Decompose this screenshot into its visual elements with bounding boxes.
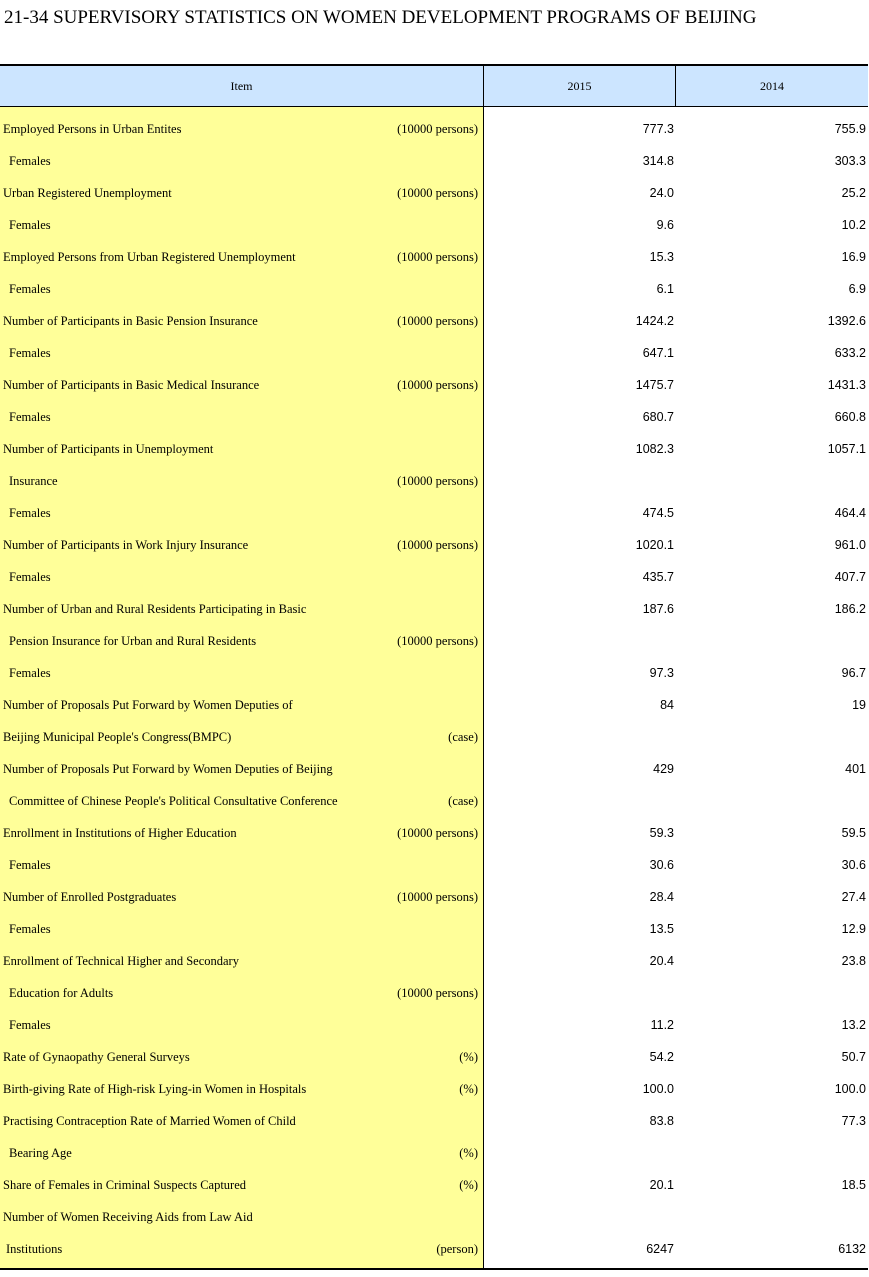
table-row <box>0 1131 868 1163</box>
row-value-2014: 23.8 <box>841 954 866 968</box>
row-value-2015: 1020.1 <box>635 538 674 552</box>
row-value-2015: 59.3 <box>649 826 674 840</box>
row-item-label: Number of Urban and Rural Residents Participating in Basic <box>3 602 307 616</box>
row-value-2014: 25.2 <box>841 186 866 200</box>
row-value-2015: 30.6 <box>649 858 674 872</box>
table-header <box>0 66 868 107</box>
table-row <box>0 1067 868 1099</box>
row-value-2014: 77.3 <box>841 1114 866 1128</box>
table-row <box>0 907 868 939</box>
row-item-label: Females <box>9 922 51 936</box>
row-item-label: Females <box>9 666 51 680</box>
row-unit: (%) <box>459 1082 478 1096</box>
row-value-2014: 6.9 <box>848 282 866 296</box>
table-row <box>0 939 868 971</box>
row-item-label: Females <box>9 218 51 232</box>
row-value-2014: 100.0 <box>834 1082 866 1096</box>
row-value-2014: 50.7 <box>841 1050 866 1064</box>
table-row <box>0 491 868 523</box>
row-item-label: Employed Persons from Urban Registered Unemployment <box>3 250 296 264</box>
row-unit: (case) <box>448 730 478 744</box>
row-value-2015: 429 <box>653 762 674 776</box>
row-item-label: Share of Females in Criminal Suspects Captured <box>3 1178 247 1192</box>
table-row <box>0 107 868 139</box>
row-item-label: Number of Participants in Work Injury Insurance <box>3 538 249 552</box>
row-value-2015: 9.6 <box>656 218 674 232</box>
row-value-2015: 100.0 <box>642 1082 674 1096</box>
row-item-label: Number of Proposals Put Forward by Women Deputies of Beijing <box>3 762 333 776</box>
row-item-label: Number of Enrolled Postgraduates <box>3 890 177 904</box>
table-row <box>0 1227 868 1259</box>
row-value-2015: 97.3 <box>649 666 674 680</box>
row-unit: (10000 persons) <box>397 474 478 488</box>
row-item-label: Pension Insurance for Urban and Rural Residents <box>9 634 257 648</box>
table-row <box>0 331 868 363</box>
table-row <box>0 1003 868 1035</box>
row-value-2014: 401 <box>845 762 866 776</box>
row-value-2015: 20.4 <box>649 954 674 968</box>
row-value-2015: 314.8 <box>642 154 674 168</box>
row-value-2015: 54.2 <box>649 1050 674 1064</box>
row-item-label: Enrollment of Technical Higher and Secondary <box>3 954 239 968</box>
row-value-2014: 12.9 <box>841 922 866 936</box>
table-row <box>0 363 868 395</box>
table-row <box>0 1163 868 1195</box>
statistics-table <box>0 64 868 1270</box>
row-item-label: Females <box>9 1018 51 1032</box>
table-row <box>0 555 868 587</box>
table-row <box>0 459 868 491</box>
row-value-2014: 961.0 <box>834 538 866 552</box>
row-value-2015: 20.1 <box>649 1178 674 1192</box>
row-unit: (%) <box>459 1178 478 1192</box>
row-value-2015: 435.7 <box>642 570 674 584</box>
table-row <box>0 1195 868 1227</box>
table-row <box>0 587 868 619</box>
table-row <box>0 395 868 427</box>
table-row <box>0 779 868 811</box>
table-row <box>0 875 868 907</box>
row-value-2014: 19 <box>852 698 866 712</box>
row-unit: (person) <box>436 1242 478 1256</box>
table-row <box>0 1035 868 1067</box>
row-value-2015: 24.0 <box>649 186 674 200</box>
row-value-2015: 6247 <box>646 1242 674 1256</box>
row-unit: (10000 persons) <box>397 314 478 328</box>
row-value-2015: 13.5 <box>649 922 674 936</box>
table-row <box>0 171 868 203</box>
row-value-2014: 186.2 <box>834 602 866 616</box>
row-value-2015: 6.1 <box>656 282 674 296</box>
row-value-2014: 10.2 <box>841 218 866 232</box>
row-value-2014: 755.9 <box>834 122 866 136</box>
row-item-label: Number of Participants in Basic Pension Insurance <box>3 314 258 328</box>
row-unit: (10000 persons) <box>397 826 478 840</box>
row-item-label: Practising Contraception Rate of Married Women of Child <box>3 1114 296 1128</box>
row-item-label: Birth-giving Rate of High-risk Lying-in Women in Hospitals <box>3 1082 307 1096</box>
table-row <box>0 139 868 171</box>
row-item-label: Committee of Chinese People's Political Consultative Conference <box>9 794 338 808</box>
row-value-2014: 13.2 <box>841 1018 866 1032</box>
row-item-label: Institutions <box>6 1242 63 1256</box>
table-row <box>0 299 868 331</box>
table-row <box>0 523 868 555</box>
row-item-label: Females <box>9 282 51 296</box>
row-item-label: Employed Persons in Urban Entites <box>3 122 182 136</box>
row-unit: (%) <box>459 1146 478 1160</box>
row-value-2014: 464.4 <box>834 506 866 520</box>
table-row <box>0 651 868 683</box>
row-value-2015: 84 <box>660 698 674 712</box>
row-value-2015: 1475.7 <box>635 378 674 392</box>
row-value-2015: 474.5 <box>642 506 674 520</box>
row-value-2014: 407.7 <box>834 570 866 584</box>
row-value-2014: 1057.1 <box>827 442 866 456</box>
header-year-2014: 2014 <box>676 66 868 107</box>
table-row <box>0 683 868 715</box>
row-value-2014: 1392.6 <box>827 314 866 328</box>
row-item-label: Females <box>9 858 51 872</box>
row-value-2014: 18.5 <box>841 1178 866 1192</box>
row-item-label: Number of Participants in Unemployment <box>3 442 214 456</box>
row-item-label: Insurance <box>9 474 58 488</box>
table-row <box>0 747 868 779</box>
row-unit: (10000 persons) <box>397 634 478 648</box>
row-item-label: Number of Proposals Put Forward by Women Deputies of <box>3 698 293 712</box>
row-item-label: Number of Participants in Basic Medical Insurance <box>3 378 260 392</box>
row-value-2015: 187.6 <box>642 602 674 616</box>
table-row <box>0 1099 868 1131</box>
table-row <box>0 811 868 843</box>
row-item-label: Number of Women Receiving Aids from Law Aid <box>3 1210 253 1224</box>
row-item-label: Beijing Municipal People's Congress(BMPC) <box>3 730 232 744</box>
row-value-2014: 30.6 <box>841 858 866 872</box>
row-unit: (10000 persons) <box>397 186 478 200</box>
row-value-2015: 11.2 <box>650 1018 674 1032</box>
row-unit: (10000 persons) <box>397 986 478 1000</box>
row-value-2015: 1424.2 <box>635 314 674 328</box>
row-item-label: Females <box>9 154 51 168</box>
row-value-2014: 303.3 <box>834 154 866 168</box>
row-value-2015: 83.8 <box>649 1114 674 1128</box>
row-value-2014: 1431.3 <box>827 378 866 392</box>
row-item-label: Urban Registered Unemployment <box>3 186 172 200</box>
row-value-2014: 660.8 <box>834 410 866 424</box>
row-item-label: Education for Adults <box>9 986 114 1000</box>
row-unit: (case) <box>448 794 478 808</box>
table-row <box>0 203 868 235</box>
row-value-2015: 15.3 <box>649 250 674 264</box>
row-unit: (%) <box>459 1050 478 1064</box>
table-row <box>0 715 868 747</box>
row-value-2014: 27.4 <box>841 890 866 904</box>
table-body <box>0 107 868 1268</box>
row-item-label: Rate of Gynaopathy General Surveys <box>3 1050 190 1064</box>
table-row <box>0 971 868 1003</box>
row-value-2014: 6132 <box>838 1242 866 1256</box>
row-item-label: Enrollment in Institutions of Higher Education <box>3 826 237 840</box>
row-value-2015: 1082.3 <box>635 442 674 456</box>
row-item-label: Females <box>9 506 51 520</box>
row-unit: (10000 persons) <box>397 378 478 392</box>
row-value-2015: 28.4 <box>649 890 674 904</box>
page-title: 21-34 SUPERVISORY STATISTICS ON WOMEN DEVELOPMENT PROGRAMS OF BEIJING <box>4 7 757 28</box>
row-unit: (10000 persons) <box>397 538 478 552</box>
row-unit: (10000 persons) <box>397 250 478 264</box>
row-value-2014: 96.7 <box>841 666 866 680</box>
header-item: Item <box>0 66 484 107</box>
row-item-label: Females <box>9 570 51 584</box>
table-row <box>0 235 868 267</box>
table-row <box>0 619 868 651</box>
row-value-2015: 680.7 <box>642 410 674 424</box>
row-value-2014: 16.9 <box>841 250 866 264</box>
table-row <box>0 267 868 299</box>
header-year-2015: 2015 <box>484 66 676 107</box>
row-item-label: Bearing Age <box>9 1146 72 1160</box>
row-value-2014: 633.2 <box>834 346 866 360</box>
row-unit: (10000 persons) <box>397 890 478 904</box>
row-item-label: Females <box>9 346 51 360</box>
row-value-2015: 777.3 <box>642 122 674 136</box>
row-unit: (10000 persons) <box>397 122 478 136</box>
table-row <box>0 843 868 875</box>
row-value-2014: 59.5 <box>841 826 866 840</box>
row-item-label: Females <box>9 410 51 424</box>
row-value-2015: 647.1 <box>642 346 674 360</box>
table-row <box>0 427 868 459</box>
